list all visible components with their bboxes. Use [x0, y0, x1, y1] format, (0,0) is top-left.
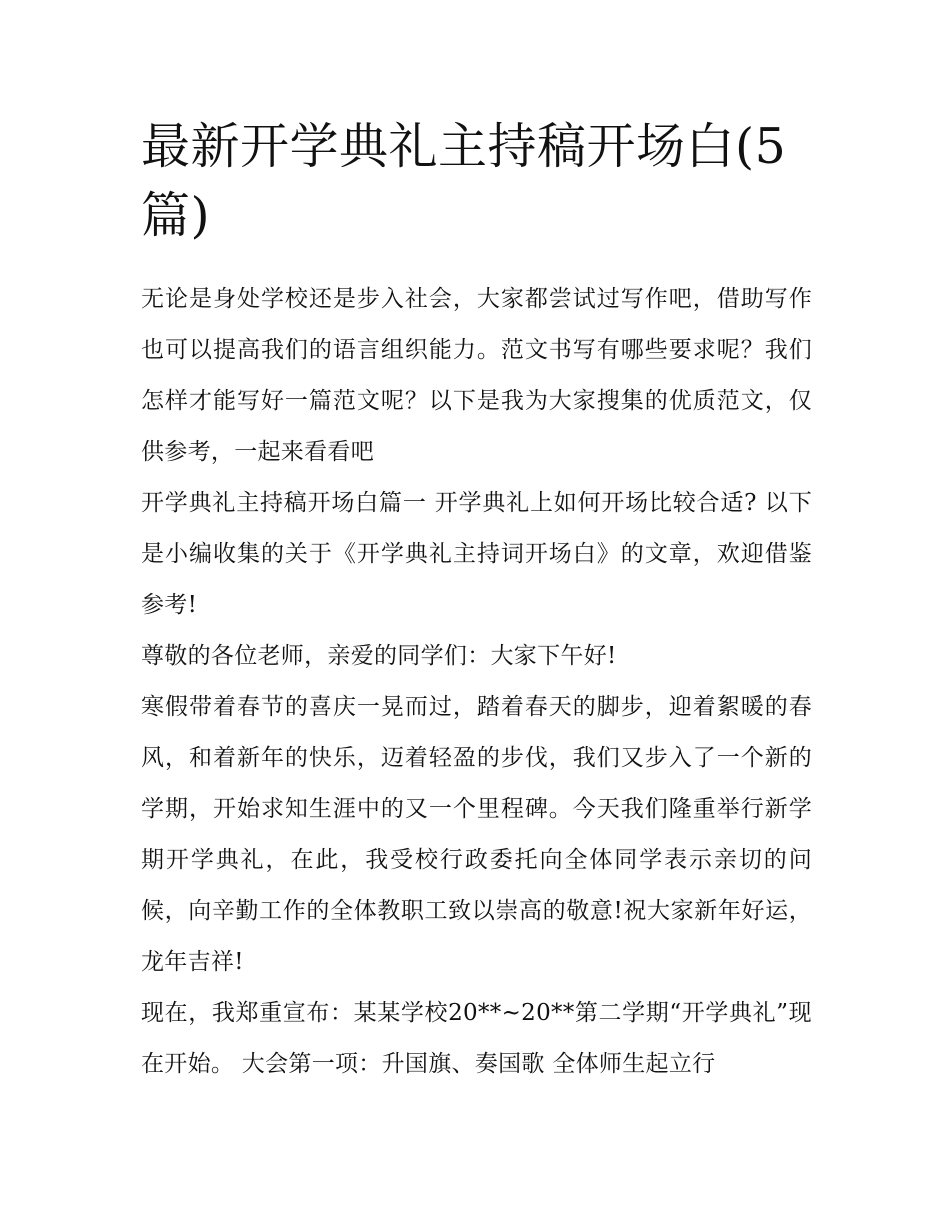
paragraph-new-semester: 寒假带着春节的喜庆一晃而过，踏着春天的脚步，迎着絮暖的春风，和着新年的快乐，迈着轻盈的步伐，我们又步入了一个新的学期，开始求知生涯中的又一个里程碑。今天我们隆重举行新学期开学典礼，在此，我受校行政委托向全体同学表示亲切的问候，向辛勤工作的全体教职工致以崇高的敬意!祝大家新年好运，龙年吉祥!	[141, 694, 812, 975]
paragraph-article-one: 开学典礼主持稿开场白篇一 开学典礼上如何开场比较合适? 以下是小编收集的关于《开学典礼主持词开场白》的文章，欢迎借鉴参考!	[141, 490, 812, 618]
paragraph-greeting: 尊敬的各位老师，亲爱的同学们：大家下午好!	[141, 643, 617, 669]
paragraph-announcement: 现在，我郑重宣布：某某学校20**~20**第二学期“开学典礼”现在开始。 大会第一项：升国旗、奏国歌 全体师生起立行	[141, 1000, 812, 1077]
document-body	[141, 274, 812, 1090]
document-title: 最新开学典礼主持稿开场白(5篇)	[141, 118, 787, 244]
paragraph-intro: 无论是身处学校还是步入社会，大家都尝试过写作吧，借助写作也可以提高我们的语言组织能力。范文书写有哪些要求呢？我们怎样才能写好一篇范文呢？以下是我为大家搜集的优质范文，仅供参考，一起来看看吧	[141, 286, 812, 465]
